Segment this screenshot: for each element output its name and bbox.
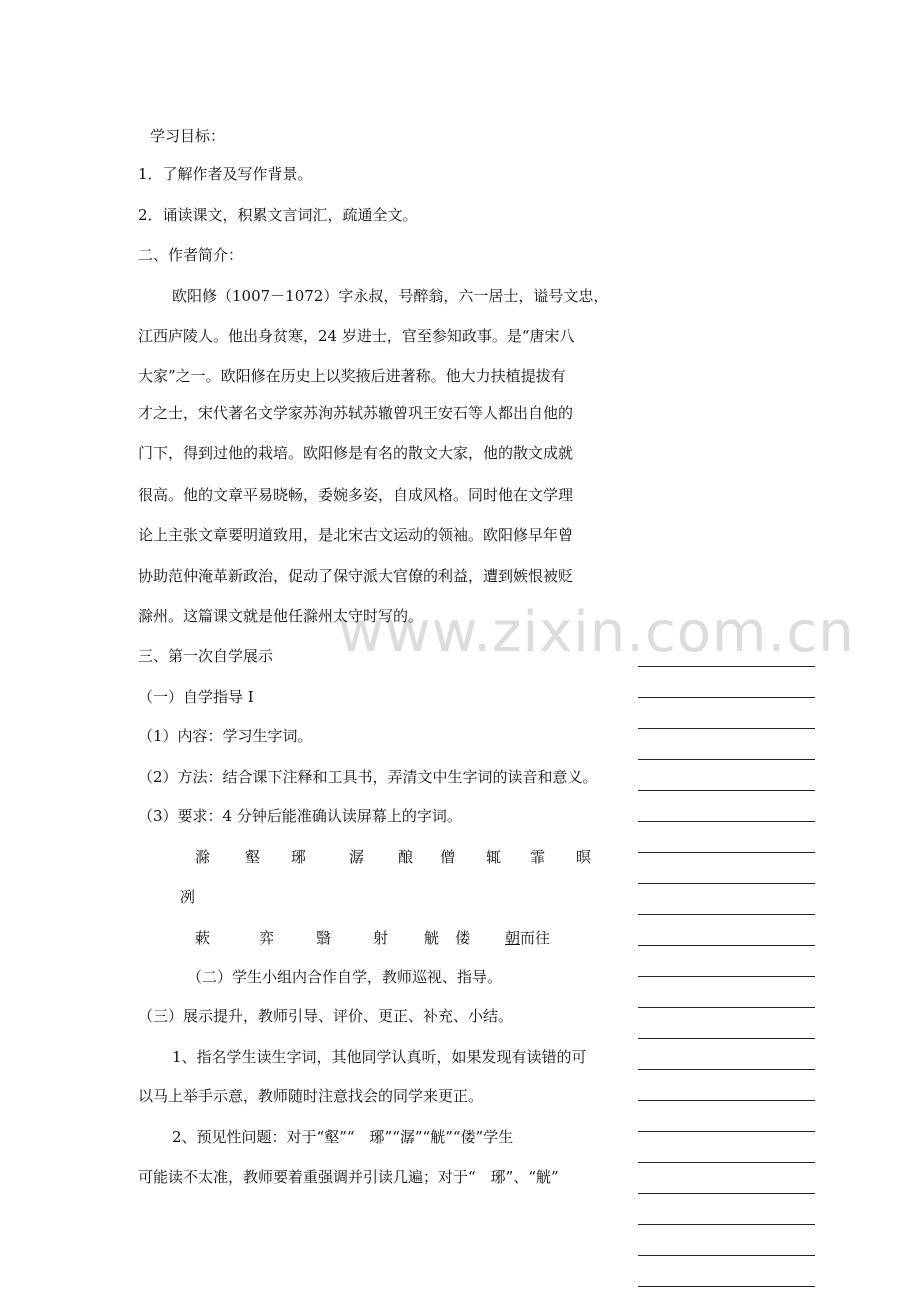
- goal-2: 2．诵读课文，积累文言词汇，疏通全文。: [138, 206, 418, 224]
- underlined-word: 朝: [505, 929, 521, 947]
- note-line: [638, 852, 815, 853]
- step-2-line-1: 2、预见性问题：对于“壑”“ 琊”“潺”“觥”“偻”学生: [172, 1128, 514, 1146]
- guide-method: （2）方法：结合课下注释和工具书，弄清文中生字词的读音和意义。: [138, 768, 598, 786]
- vocab-phrase: [495, 928, 550, 948]
- vocab-word: 琊: [291, 848, 307, 866]
- author-line-2: 江西庐陵人。他出身贫寒，24 岁进士，官至参知政事。是“唐宋八: [138, 327, 575, 345]
- author-line-4: 才之士，宋代著名文学家苏洵苏轼苏辙曾巩王安石等人都出自他的: [138, 404, 574, 422]
- note-line: [638, 790, 815, 791]
- vocab-word: 射: [373, 929, 389, 947]
- guide-1: （一）自学指导 I: [138, 688, 254, 706]
- note-line: [638, 883, 815, 884]
- author-line-3: 大家”之一。欧阳修在历史上以奖掖后进著称。他大力扶植提拔有: [138, 367, 566, 385]
- vocab-word: 霏: [530, 848, 546, 866]
- guide-content: （1）内容：学习生字词。: [138, 727, 313, 745]
- goal-1: 1．了解作者及写作背景。: [138, 165, 313, 183]
- guide-requirement: （3）要求：4 分钟后能准确认读屏幕上的字词。: [138, 807, 462, 825]
- note-line: [638, 1131, 815, 1132]
- note-line: [638, 1193, 815, 1194]
- vocab-word: 酿: [398, 848, 414, 866]
- author-line-8: 协助范仲淹革新政治，促动了保守派大官僚的利益，遭到嫉恨被贬: [138, 567, 574, 585]
- note-line: [638, 1286, 815, 1287]
- author-line-5: 门下，得到过他的栽培。欧阳修是有名的散文大家，他的散文成就: [138, 444, 574, 462]
- note-line: [638, 1007, 815, 1008]
- author-line-6: 很高。他的文章平易晓畅，委婉多姿，自成风格。同时他在文学理: [138, 486, 574, 504]
- group-study: （二）学生小组内合作自学，教师巡视、指导。: [187, 968, 503, 986]
- heading-author: 二、作者简介：: [138, 246, 244, 264]
- note-line: [638, 759, 815, 760]
- step-2-line-2: 可能读不太准，教师要着重强调并引读几遍；对于“ 琊”、“觥”: [138, 1168, 559, 1186]
- note-line: [638, 976, 815, 977]
- author-line-9: 滁州。这篇课文就是他任滁州太守时写的。: [138, 607, 424, 625]
- step-1-line-2: 以马上举手示意，教师随时注意找会的同学来更正。: [138, 1087, 484, 1105]
- note-line: [638, 914, 815, 915]
- note-line: [638, 728, 815, 729]
- vocab-word: 蔌: [195, 929, 211, 947]
- heading-goals: 学习目标：: [150, 127, 226, 145]
- note-line: [638, 697, 815, 698]
- vocab-word: 偻: [455, 929, 471, 947]
- note-line: [638, 945, 815, 946]
- note-line: [638, 1162, 815, 1163]
- note-line: [638, 1038, 815, 1039]
- heading-self-study: 三、第一次自学展示: [138, 647, 274, 665]
- presentation: （三）展示提升，教师引导、评价、更正、补充、小结。: [138, 1007, 514, 1025]
- vocab-word: 僧: [440, 848, 456, 866]
- step-1-line-1: 1、指名学生读生字词，其他同学认真听，如果发现有读错的可: [172, 1048, 587, 1066]
- vocab-word: 滁: [195, 848, 211, 866]
- watermark: www.zixin.com.cn: [338, 600, 855, 665]
- note-line: [638, 1069, 815, 1070]
- vocab-word: 辄: [486, 848, 502, 866]
- author-line-7: 论上主张文章要明道致用，是北宋古文运动的领袖。欧阳修早年曾: [138, 526, 574, 544]
- vocab-word: 潺: [349, 848, 365, 866]
- note-line: [638, 1255, 815, 1256]
- note-line: [638, 1100, 815, 1101]
- vocab-word: 壑: [245, 848, 261, 866]
- note-line: [638, 666, 815, 667]
- note-line: [638, 821, 815, 822]
- vocab-phrase-tail: 而往: [520, 929, 551, 947]
- vocab-word: 觥: [424, 929, 440, 947]
- note-line: [638, 1224, 815, 1225]
- author-line-1: 欧阳修（1007－1072）字永叔，号醉翁，六一居士，谥号文忠，: [172, 287, 609, 305]
- vocab-word: 弈: [259, 929, 275, 947]
- vocab-word: 冽: [180, 888, 196, 906]
- vocab-word: 暝: [576, 848, 592, 866]
- vocab-word: 翳: [316, 929, 332, 947]
